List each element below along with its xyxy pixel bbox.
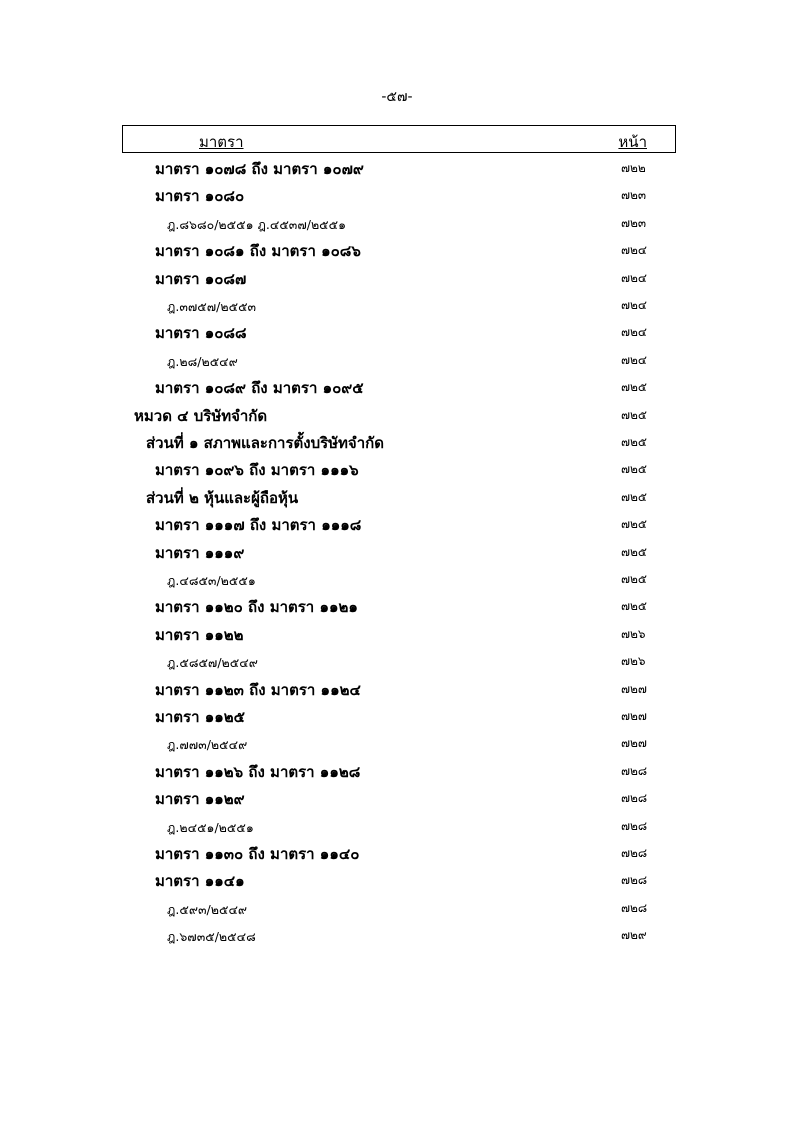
toc-entry-ruling	[0, 212, 794, 236]
toc-entry-ruling	[0, 349, 794, 373]
toc-entry-page: ๗๒๒	[621, 161, 646, 175]
toc-entry-title: มาตรา ๑๐๘๗	[155, 269, 247, 288]
toc-entry-title: ฎ.๒๔๕๑/๒๕๕๑	[167, 819, 254, 835]
toc-entry-title: ฎ.๒๘/๒๕๔๙	[167, 353, 238, 369]
toc-entry-section	[0, 760, 794, 784]
toc-entry-ruling	[0, 732, 794, 756]
toc-entry-page: ๗๒๕	[621, 599, 648, 614]
toc-entry-ruling	[0, 897, 794, 921]
toc-entry-page: ๗๒๔	[621, 270, 648, 285]
toc-entry-ruling	[0, 294, 794, 318]
toc-entry-title: มาตรา ๑๑๒๒	[155, 625, 244, 644]
toc-entry-page: ๗๒๕	[621, 380, 648, 395]
toc-entry-section	[0, 321, 794, 345]
toc-entry-title: ฎ.๔๘๕๓/๒๕๕๑	[167, 573, 256, 588]
toc-entry-title: มาตรา ๑๐๘๘	[155, 324, 247, 343]
toc-entry-section	[0, 541, 794, 565]
toc-entry-page: ๗๒๕	[621, 462, 648, 477]
toc-entry-title: ฎ.๕๙๓/๒๕๔๙	[167, 901, 248, 917]
toc-entry-page: ๗๒๕	[621, 544, 648, 559]
toc-entry-page: ๗๒๖	[621, 626, 646, 641]
toc-entry-page: ๗๒๕	[621, 407, 648, 422]
toc-entry-page: ๗๒๓	[621, 215, 647, 230]
toc-entry-section	[0, 376, 794, 400]
toc-entry-ruling	[0, 650, 794, 674]
toc-entry-page: ๗๒๕	[621, 489, 648, 504]
toc-entry-title: มาตรา ๑๐๘๐	[155, 187, 245, 206]
toc-entry-title: หมวด ๔ บริษัทจำกัด	[134, 406, 268, 425]
toc-entry-section	[0, 595, 794, 619]
page-number: -๕๗-	[381, 89, 413, 105]
toc-entry-section	[0, 869, 794, 893]
toc-entry-chapter	[0, 404, 794, 428]
toc-header	[122, 125, 676, 153]
toc-entry-title: มาตรา ๑๐๙๖ ถึง มาตรา ๑๑๑๖	[155, 461, 359, 480]
toc-entry-title: ฎ.๘๖๘๐/๒๕๕๑ ฎ.๔๕๓๗/๒๕๕๑	[167, 216, 347, 232]
header-section-label: มาตรา	[199, 133, 244, 151]
toc-entry-page: ๗๒๘	[621, 873, 648, 888]
toc-entry-ruling	[0, 924, 794, 948]
toc-entry-title: ฎ.๓๗๕๗/๒๕๕๓	[167, 299, 257, 314]
toc-entry-page: ๗๒๗	[621, 709, 647, 723]
toc-entry-page: ๗๒๔	[621, 243, 648, 258]
toc-entry-title: มาตรา ๑๐๘๑ ถึง มาตรา ๑๐๘๖	[155, 242, 361, 261]
toc-entry-title: มาตรา ๑๑๒๙	[155, 790, 245, 809]
toc-entry-section	[0, 184, 794, 208]
toc-entry-section	[0, 623, 794, 647]
toc-entry-title: มาตรา ๑๑๒๐ ถึง มาตรา ๑๑๒๑	[155, 598, 358, 617]
toc-entry-page: ๗๒๔	[621, 352, 648, 367]
toc-entry-title: มาตรา ๑๑๒๓ ถึง มาตรา ๑๑๒๔	[155, 680, 361, 699]
toc-entry-part	[0, 486, 794, 510]
toc-entry-page: ๗๒๔	[621, 325, 648, 340]
toc-entry-ruling	[0, 568, 794, 592]
toc-entry-page: ๗๒๓	[621, 188, 647, 203]
toc-entry-page: ๗๒๗	[621, 736, 647, 751]
toc-entry-title: มาตรา ๑๑๒๕	[155, 708, 246, 726]
toc-entry-page: ๗๒๘	[621, 900, 648, 915]
toc-entry-page: ๗๒๔	[621, 298, 648, 312]
toc-entry-page: ๗๒๘	[621, 846, 648, 860]
toc-entry-title: ส่วนที่ ๒ หุ้นและผู้ถือหุ้น	[146, 488, 299, 507]
toc-entry-section	[0, 157, 794, 181]
toc-entry-title: ฎ.๖๗๓๕/๒๕๔๘	[167, 929, 256, 945]
toc-entry-part	[0, 431, 794, 455]
toc-entry-page: ๗๒๘	[621, 818, 648, 833]
toc-entry-title: มาตรา ๑๑๓๐ ถึง มาตรา ๑๑๔๐	[155, 845, 360, 863]
toc-entry-title: มาตรา ๑๑๑๙	[155, 543, 245, 562]
toc-entry-title: ฎ.๗๗๓/๒๕๔๙	[167, 737, 248, 753]
toc-entry-title: มาตรา ๑๑๒๖ ถึง มาตรา ๑๑๒๘	[155, 762, 361, 781]
toc-entry-section	[0, 239, 794, 263]
toc-entry-page: ๗๒๗	[621, 681, 647, 696]
toc-entry-title: มาตรา ๑๐๗๘ ถึง มาตรา ๑๐๗๙	[155, 160, 364, 178]
toc-entry-page: ๗๒๕	[621, 572, 648, 586]
toc-entry-page: ๗๒๘	[621, 763, 648, 778]
toc-entry-section	[0, 513, 794, 537]
toc-entry-section	[0, 458, 794, 482]
toc-entry-title: มาตรา ๑๑๔๑	[155, 872, 245, 891]
toc-entry-page: ๗๒๘	[621, 791, 648, 806]
toc-entry-title: มาตรา ๑๑๑๗ ถึง มาตรา ๑๑๑๘	[155, 516, 362, 535]
toc-entry-page: ๗๒๙	[621, 928, 647, 943]
toc-entry-section	[0, 842, 794, 866]
toc-entry-section	[0, 678, 794, 702]
toc-entry-section	[0, 267, 794, 291]
toc-entry-page: ๗๒๕	[621, 435, 648, 449]
toc-entry-page: ๗๒๕	[621, 517, 648, 532]
toc-entry-page: ๗๒๖	[621, 654, 646, 669]
toc-entry-title: มาตรา ๑๐๘๙ ถึง มาตรา ๑๐๙๕	[155, 379, 364, 398]
header-page-label: หน้า	[618, 133, 647, 151]
toc-entry-title: ฎ.๕๘๕๗/๒๕๔๙	[167, 655, 258, 671]
toc-entry-section	[0, 787, 794, 811]
toc-entry-section	[0, 705, 794, 729]
toc-entry-ruling	[0, 815, 794, 839]
toc-entry-title: ส่วนที่ ๑ สภาพและการตั้งบริษัทจำกัด	[146, 434, 384, 452]
